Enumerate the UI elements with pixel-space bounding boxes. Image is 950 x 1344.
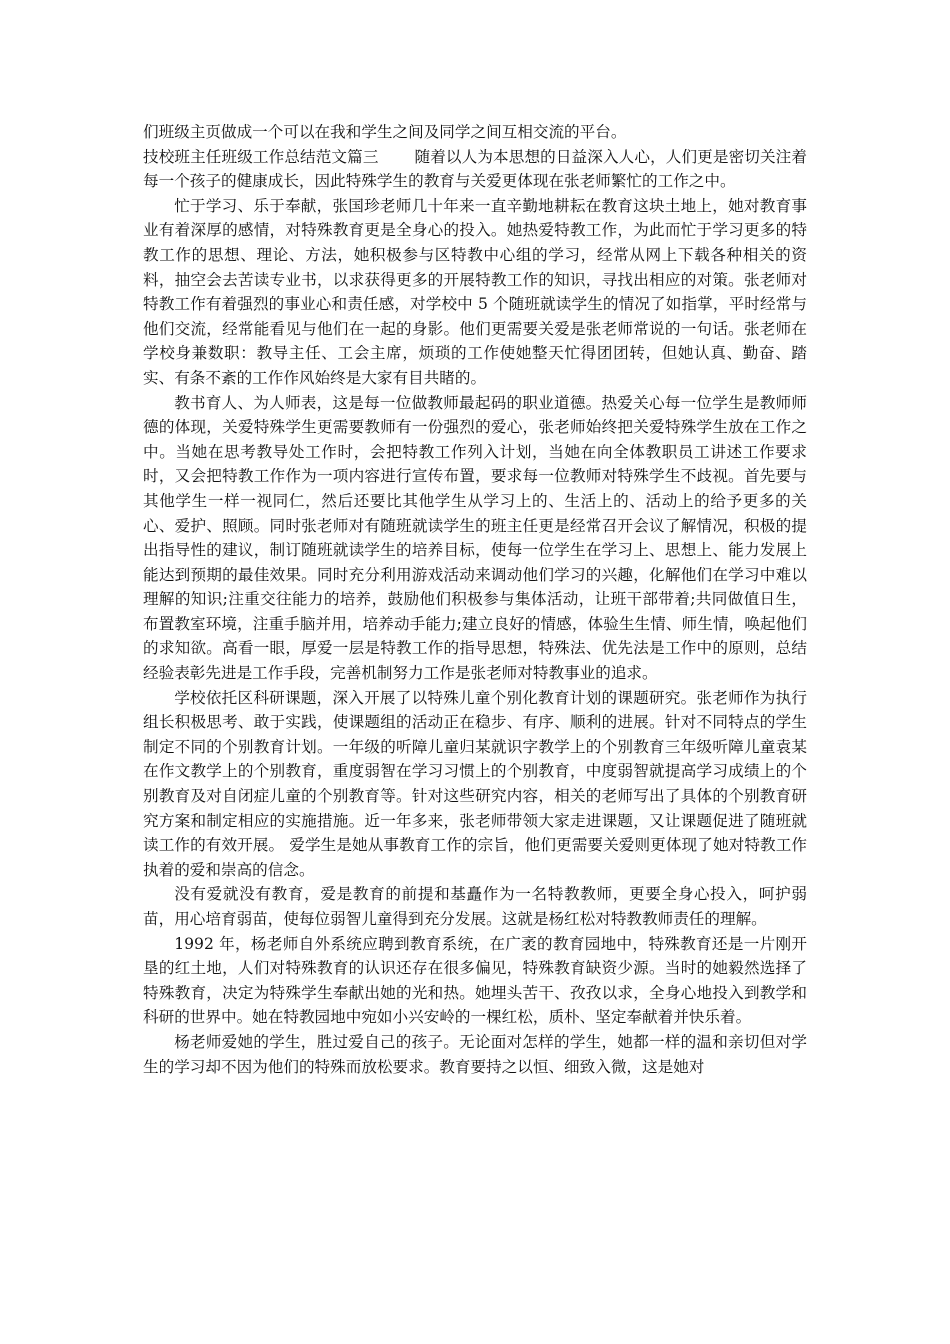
- section-title: 技校班主任班级工作总结范文篇三: [143, 147, 379, 166]
- section-intro-text: 随着以人为本思想的日益深入人心，人们更是密切关注着每一个孩子的健康成长，因此特殊学生的教育与关爱更体现在张老师繁忙的工作之中。: [143, 147, 807, 191]
- paragraph-section-heading: [143, 145, 807, 194]
- paragraph-body: 没有爱就没有教育，爱是教育的前提和基矗作为一名特教教师，更要全身心投入，呵护弱苗，用心培育弱苗，使每位弱智儿童得到充分发展。这就是杨红松对特教教师责任的理解。: [143, 885, 807, 928]
- paragraph-body: 教书育人、为人师表，这是每一位做教师最起码的职业道德。热爱关心每一位学生是教师师德的体现，关爱特殊学生更需要教师有一份强烈的爱心，张老师始终把关爱特殊学生放在工作之中。当她在思考教导处工作时，会把特教工作列入计划，当她在向全体教职员工讲述工作要求时，又会把特教工作作为一项内容进行宣传布置，要求每一位教师对特殊学生不歧视。首先要与其他学生一样一视同仁，然后还要比其他学生从学习上的、生活上的、活动上的给予更多的关心、爱护、照顾。同时张老师对有随班就读学生的班主任更是经常召开会议了解情况，积极的提出指导性的建议，制订随班就读学生的培养目标，使每一位学生在学习上、思想上、能力发展上能达到预期的最佳效果。同时充分利用游戏活动来调动他们学习的兴趣，化解他们在学习中难以理解的知识;注重交往能力的培养，鼓励他们积极参与集体活动，让班干部带着;共同做值日生，布置教室环境，注重手脑并用，培养动手能力;建立良好的情感，体验生生情、师生情，唤起他们的求知欲。高看一眼，厚爱一层是特教工作的指导思想，特殊法、优先法是工作中的原则，总结经验表彰先进是工作手段，完善机制努力工作是张老师对特教事业的追求。: [143, 393, 807, 683]
- document-page: [143, 120, 807, 1079]
- paragraph-body: 1992 年，杨老师自外系统应聘到教育系统，在广袤的教育园地中，特殊教育还是一片刚开垦的红土地，人们对特殊教育的认识还存在很多偏见，特殊教育缺资少源。当时的她毅然选择了特殊教育，决定为特殊学生奉献出她的光和热。她埋头苦干、孜孜以求，全身心地投入到教学和科研的世界中。她在特教园地中宛如小兴安岭的一棵红松，质朴、坚定奉献着并快乐着。: [143, 934, 807, 1027]
- paragraph-continuation: 们班级主页做成一个可以在我和学生之间及同学之间互相交流的平台。: [143, 123, 627, 141]
- paragraph-body: 学校依托区科研课题，深入开展了以特殊儿童个别化教育计划的课题研究。张老师作为执行组长积极思考、敢于实践，使课题组的活动正在稳步、有序、顺利的进展。针对不同特点的学生制定不同的个别教育计划。一年级的听障儿童归某就识字教学上的个别教育三年级听障儿童袁某在作文教学上的个别教育，重度弱智在学习习惯上的个别教育，中度弱智就提高学习成绩上的个别教育及对自闭症儿童的个别教育等。针对这些研究内容，相关的老师写出了具体的个别教育研究方案和制定相应的实施措施。近一年多来，张老师带领大家走进课题，又让课题促进了随班就读工作的有效开展。 爱学生是她从事教育工作的宗旨，他们更需要关爱则更体现了她对特教工作执着的爱和崇高的信念。: [143, 688, 807, 879]
- paragraph-body: 忙于学习、乐于奉献，张国珍老师几十年来一直辛勤地耕耘在教育这块土地上，她对教育事业有着深厚的感情，对特殊教育更是全身心的投入。她热爱特教工作，为此而忙于学习更多的特教工作的思想、理论、方法，她积极参与区特教中心组的学习，经常从网上下载各种相关的资料，抽空会去苦读专业书，以求获得更多的开展特教工作的知识，寻找出相应的对策。张老师对特教工作有着强烈的事业心和责任感，对学校中 5 个随班就读学生的情况了如指掌，平时经常与他们交流，经常能看见与他们在一起的身影。他们更需要关爱是张老师常说的一句话。张老师在学校身兼数职：教导主任、工会主席，烦琐的工作使她整天忙得团团转，但她认真、勤奋、踏实、有条不紊的工作作风始终是大家有目共睹的。: [143, 196, 807, 387]
- paragraph-body: 杨老师爱她的学生，胜过爱自己的孩子。无论面对怎样的学生，她都一样的温和亲切但对学生的学习却不因为他们的特殊而放松要求。教育要持之以恒、细致入微，这是她对: [143, 1032, 807, 1076]
